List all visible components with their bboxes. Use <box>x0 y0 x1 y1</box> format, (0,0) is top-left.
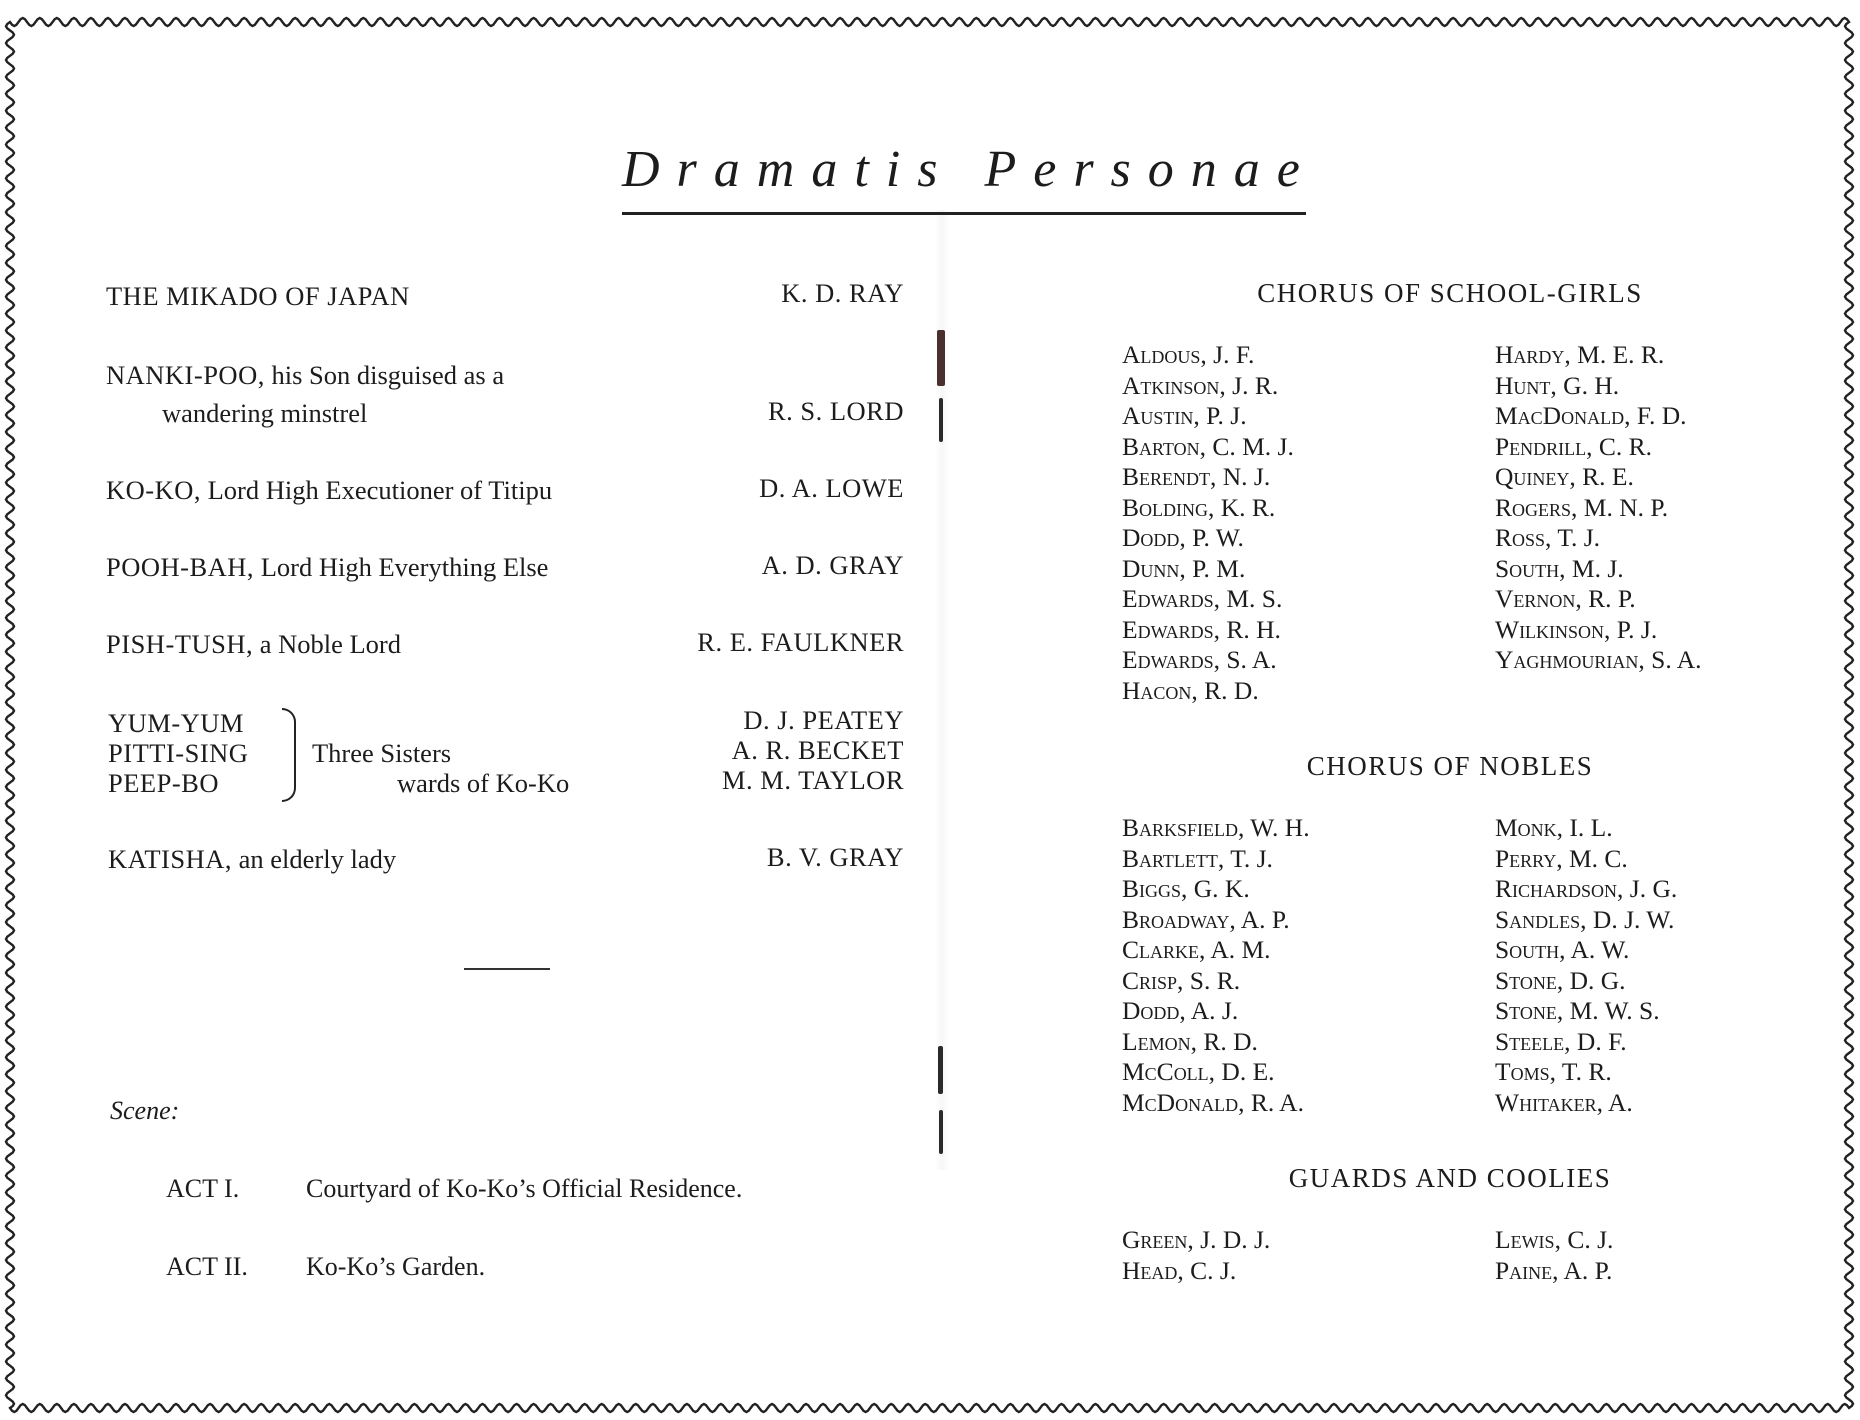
chorus-member: Barton, C. M. J. <box>1122 431 1294 461</box>
role-name: POOH-BAH, <box>106 552 255 582</box>
chorus-member: MacDonald, F. D. <box>1495 401 1687 430</box>
chorus-member: Head, C. J. <box>1122 1255 1237 1285</box>
chorus-member: Berendt, N. J. <box>1122 462 1271 491</box>
chorus-member: Sandles, D. J. W. <box>1495 904 1675 934</box>
chorus-member: South, M. J. <box>1495 553 1624 583</box>
chorus-member: Vernon, R. P. <box>1495 584 1636 613</box>
actor-nanki-poo: R. S. LORD <box>767 396 904 426</box>
actor-yum-yum: D. J. PEATEY <box>743 705 904 735</box>
chorus-member: Richardson, J. G. <box>1495 874 1678 903</box>
role-description: his Son disguised as a <box>271 360 505 390</box>
actor-katisha: B. V. GRAY <box>766 842 904 872</box>
chorus-member: Wilkinson, P. J. <box>1495 614 1658 644</box>
chorus-school-girls-heading: CHORUS OF SCHOOL-GIRLS <box>1257 278 1643 308</box>
chorus-member: Whitaker, A. <box>1495 1087 1633 1117</box>
section-divider <box>464 968 550 970</box>
role-name: KO-KO, <box>106 475 201 505</box>
chorus-member: Aldous, J. F. <box>1122 340 1255 369</box>
chorus-nobles-right-column <box>1495 813 1677 1118</box>
chorus-member: Perry, M. C. <box>1495 843 1628 873</box>
chorus-member: Paine, A. P. <box>1495 1255 1613 1285</box>
chorus-school-girls-right-column <box>1495 340 1701 676</box>
actor-pitti-sing: A. R. BECKET <box>731 735 904 765</box>
chorus-school-girls-left-column <box>1122 340 1294 706</box>
chorus-member: Dodd, A. J. <box>1122 996 1239 1025</box>
chorus-member: Clarke, A. M. <box>1122 935 1271 964</box>
role-pitti-sing: PITTI-SING <box>108 738 249 768</box>
chorus-member: Hunt, G. H. <box>1495 370 1620 400</box>
act-description: Ko-Ko’s Garden. <box>306 1252 486 1281</box>
title-underline <box>622 212 1306 215</box>
role-name: KATISHA, <box>108 844 232 874</box>
act-number: ACT II. <box>166 1252 248 1281</box>
staple-mark <box>939 1110 943 1154</box>
role-peep-bo: PEEP-BO <box>108 768 219 798</box>
actor-ko-ko: D. A. LOWE <box>759 473 904 503</box>
chorus-member: Hacon, R. D. <box>1122 675 1259 705</box>
chorus-member: Dodd, P. W. <box>1122 523 1244 552</box>
actor-pooh-bah: A. D. GRAY <box>761 550 904 580</box>
actor-mikado: K. D. RAY <box>781 278 904 308</box>
actor-pish-tush: R. E. FAULKNER <box>697 627 904 657</box>
act-2 <box>166 1252 485 1282</box>
chorus-member: Atkinson, J. R. <box>1122 370 1279 400</box>
chorus-member: Pendrill, C. R. <box>1495 431 1653 461</box>
chorus-member: Bartlett, T. J. <box>1122 843 1273 873</box>
chorus-member: Barksfield, W. H. <box>1122 813 1310 842</box>
chorus-member: Bolding, K. R. <box>1122 492 1276 522</box>
role-ko-ko <box>106 475 552 505</box>
page-title: Dramatis Personae <box>622 141 1317 198</box>
role-name: NANKI-POO, <box>106 360 265 390</box>
guards-coolies-right-column <box>1495 1225 1613 1286</box>
guards-coolies-left-column <box>1122 1225 1270 1286</box>
staple-mark <box>938 1046 943 1094</box>
chorus-member: Dunn, P. M. <box>1122 553 1246 583</box>
role-pooh-bah <box>106 552 548 582</box>
role-nanki-poo <box>106 360 504 390</box>
chorus-nobles-left-column <box>1122 813 1310 1118</box>
chorus-member: Toms, T. R. <box>1495 1057 1612 1086</box>
chorus-member: Stone, M. W. S. <box>1495 996 1660 1025</box>
chorus-member: Yaghmourian, S. A. <box>1495 645 1702 674</box>
chorus-member: Biggs, G. K. <box>1122 874 1250 903</box>
role-pish-tush <box>106 629 401 659</box>
guards-coolies-heading: GUARDS AND COOLIES <box>1288 1163 1612 1193</box>
chorus-member: South, A. W. <box>1495 935 1630 964</box>
chorus-member: Steele, D. F. <box>1495 1026 1627 1056</box>
sisters-description-2: wards of Ko-Ko <box>397 768 570 798</box>
sisters-description: Three Sisters <box>312 738 452 768</box>
role-nanki-poo-desc2: wandering minstrel <box>162 398 368 428</box>
actor-peep-bo: M. M. TAYLOR <box>721 765 904 795</box>
chorus-member: Ross, T. J. <box>1495 523 1601 552</box>
act-description: Courtyard of Ko-Ko’s Official Residence. <box>306 1174 743 1203</box>
staple-mark <box>937 330 945 386</box>
act-1 <box>166 1174 742 1204</box>
act-number: ACT I. <box>166 1174 240 1203</box>
chorus-member: Green, J. D. J. <box>1122 1225 1271 1254</box>
chorus-member: Edwards, R. H. <box>1122 614 1281 644</box>
chorus-member: Edwards, M. S. <box>1122 584 1283 613</box>
staple-mark <box>939 398 943 442</box>
role-description: Lord High Executioner of Titipu <box>207 475 553 505</box>
role-description: an elderly lady <box>238 844 397 874</box>
grouping-brace <box>282 708 296 802</box>
chorus-member: McColl, D. E. <box>1122 1057 1275 1086</box>
role-katisha <box>108 844 396 874</box>
chorus-member: Lemon, R. D. <box>1122 1026 1258 1056</box>
role-name: PISH-TUSH, <box>106 629 254 659</box>
chorus-member: Austin, P. J. <box>1122 401 1247 430</box>
chorus-member: Edwards, S. A. <box>1122 645 1277 674</box>
chorus-member: Rogers, M. N. P. <box>1495 492 1669 522</box>
chorus-member: Stone, D. G. <box>1495 965 1626 995</box>
chorus-member: Lewis, C. J. <box>1495 1225 1614 1254</box>
chorus-nobles-heading: CHORUS OF NOBLES <box>1306 751 1594 781</box>
chorus-member: Monk, I. L. <box>1495 813 1613 842</box>
chorus-member: Broadway, A. P. <box>1122 904 1290 934</box>
chorus-member: Crisp, S. R. <box>1122 965 1241 995</box>
role-description: a Noble Lord <box>259 629 402 659</box>
role-yum-yum: YUM-YUM <box>108 708 244 738</box>
chorus-member: Quiney, R. E. <box>1495 462 1634 491</box>
chorus-member: Hardy, M. E. R. <box>1495 340 1665 369</box>
scene-label: Scene: <box>110 1096 180 1125</box>
role-description: Lord High Everything Else <box>260 552 549 582</box>
chorus-member: McDonald, R. A. <box>1122 1087 1304 1117</box>
role-mikado: THE MIKADO OF JAPAN <box>106 281 410 311</box>
